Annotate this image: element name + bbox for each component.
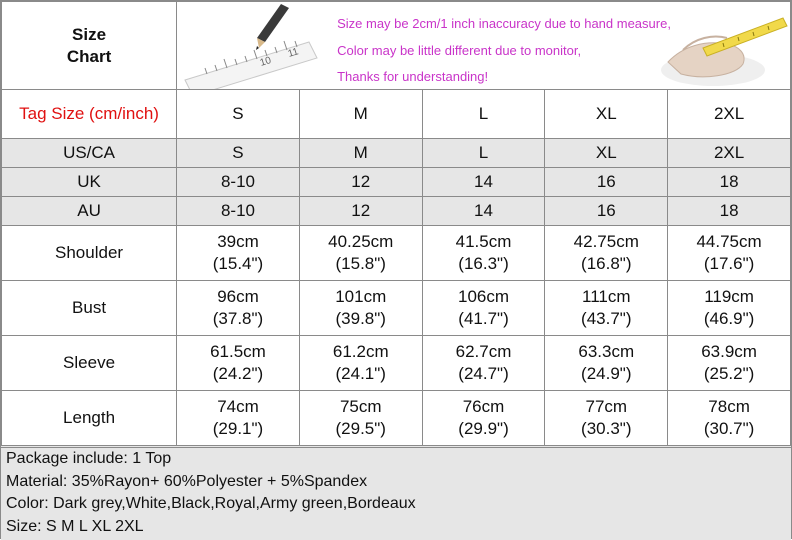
row-label: Sleeve <box>2 336 177 391</box>
inch-value: (24.7") <box>458 364 509 383</box>
cm-value: 74cm <box>217 397 259 416</box>
table-cell: 8-10 <box>177 197 300 226</box>
table-cell: L <box>422 139 545 168</box>
inch-value: (43.7") <box>581 309 632 328</box>
table-cell <box>299 281 422 336</box>
size-line: Size: S M L XL 2XL <box>6 517 144 535</box>
row-label: Length <box>2 391 177 446</box>
inch-value: (29.9") <box>458 419 509 438</box>
table-cell <box>545 391 668 446</box>
row-label: US/CA <box>2 139 177 168</box>
tag-size-xl: XL <box>545 90 668 139</box>
package-line: Package include: 1 Top <box>6 450 172 467</box>
size-chart-table <box>1 1 791 446</box>
table-cell <box>422 391 545 446</box>
inch-value: (24.1") <box>335 364 386 383</box>
tag-size-l: L <box>422 90 545 139</box>
table-cell <box>545 336 668 391</box>
us-ca-row <box>2 139 791 168</box>
inch-value: (30.3") <box>581 419 632 438</box>
row-label: AU <box>2 197 177 226</box>
table-cell <box>177 226 300 281</box>
table-cell <box>545 281 668 336</box>
inch-value: (29.1") <box>212 419 264 438</box>
tag-size-s: S <box>177 90 300 139</box>
notice-banner <box>177 2 791 90</box>
uk-row <box>2 168 791 197</box>
inch-value: (16.3") <box>458 254 509 273</box>
table-cell <box>177 281 300 336</box>
cm-value: 77cm <box>585 397 628 416</box>
cm-value: 76cm <box>462 397 505 416</box>
table-cell: 16 <box>545 197 668 226</box>
inch-value: (16.8") <box>581 254 632 273</box>
cm-value: 96cm <box>217 287 259 306</box>
tape-measure-icon <box>643 2 790 89</box>
cm-value: 44.75cm <box>696 232 762 251</box>
inch-value: (24.9") <box>581 364 632 383</box>
cm-value: 78cm <box>708 397 750 416</box>
inch-value: (39.8") <box>335 309 386 328</box>
table-cell: 18 <box>668 168 791 197</box>
cm-value: 63.3cm <box>578 342 635 361</box>
table-cell <box>422 226 545 281</box>
table-cell <box>299 226 422 281</box>
tag-size-label: Tag Size (cm/inch) <box>2 90 177 139</box>
row-label: UK <box>2 168 177 197</box>
table-cell: M <box>299 139 422 168</box>
inch-value: (17.6") <box>703 254 755 273</box>
table-cell <box>545 226 668 281</box>
cm-value: 119cm <box>704 287 754 306</box>
pencil-ruler-icon <box>177 2 327 89</box>
table-cell: 18 <box>668 197 791 226</box>
cm-value: 75cm <box>339 397 382 416</box>
inch-value: (46.9") <box>703 309 755 328</box>
ruler-mark-10: 10 <box>258 55 273 69</box>
inch-value: (41.7") <box>458 309 509 328</box>
tag-size-m: M <box>299 90 422 139</box>
shoulder-row <box>2 226 791 281</box>
ruler-mark-11: 11 <box>286 46 300 60</box>
row-label: Bust <box>2 281 177 336</box>
color-line: Color: Dark grey,White,Black,Royal,Army green,Bordeaux <box>6 495 416 512</box>
cm-value: 40.25cm <box>328 232 394 251</box>
cm-value: 62.7cm <box>455 342 512 361</box>
inch-value: (25.2") <box>703 364 755 383</box>
row-label: Shoulder <box>2 226 177 281</box>
cm-value: 61.2cm <box>332 342 389 361</box>
table-cell: XL <box>545 139 668 168</box>
inch-value: (15.8") <box>335 254 386 273</box>
table-cell: 12 <box>299 197 422 226</box>
table-cell: 12 <box>299 168 422 197</box>
cm-value: 39cm <box>217 232 259 251</box>
sleeve-row <box>2 336 791 391</box>
cm-value: 41.5cm <box>455 232 512 251</box>
table-cell <box>177 391 300 446</box>
table-cell: 16 <box>545 168 668 197</box>
inch-value: (29.5") <box>335 419 386 438</box>
cm-value: 42.75cm <box>573 232 639 251</box>
table-cell: S <box>177 139 300 168</box>
table-cell <box>177 336 300 391</box>
cm-value: 63.9cm <box>701 342 757 361</box>
bust-row <box>2 281 791 336</box>
table-cell <box>299 391 422 446</box>
inch-value: (15.4") <box>212 254 264 273</box>
inch-value: (37.8") <box>212 309 264 328</box>
inch-value: (24.2") <box>212 364 264 383</box>
cm-value: 111cm <box>582 287 631 306</box>
table-cell: 14 <box>422 168 545 197</box>
table-cell <box>422 281 545 336</box>
table-cell <box>668 281 791 336</box>
au-row <box>2 197 791 226</box>
header-row <box>2 2 791 90</box>
note-line-2: Color may be little different due to monitor, <box>337 43 582 58</box>
note-line-3: Thanks for understanding! <box>337 69 489 84</box>
note-line-1: Size may be 2cm/1 inch inaccuracy due to hand measure, <box>337 16 671 31</box>
table-cell: 8-10 <box>177 168 300 197</box>
table-cell: 14 <box>422 197 545 226</box>
table-cell: 2XL <box>668 139 791 168</box>
material-line: Material: 35%Rayon+ 60%Polyester + 5%Spandex <box>6 472 368 490</box>
table-cell <box>422 336 545 391</box>
title-line-2: Chart <box>66 46 112 66</box>
cm-value: 61.5cm <box>210 342 266 361</box>
inch-value: (30.7") <box>703 419 755 438</box>
size-chart-title <box>2 2 177 90</box>
table-cell <box>299 336 422 391</box>
length-row <box>2 391 791 446</box>
product-info-footer <box>1 447 791 540</box>
table-cell <box>668 336 791 391</box>
cm-value: 106cm <box>457 287 510 306</box>
cm-value: 101cm <box>335 287 387 306</box>
table-cell <box>668 226 791 281</box>
title-line-1: Size <box>72 24 107 44</box>
table-cell <box>668 391 791 446</box>
tag-size-row <box>2 90 791 139</box>
tag-size-2xl: 2XL <box>668 90 791 139</box>
